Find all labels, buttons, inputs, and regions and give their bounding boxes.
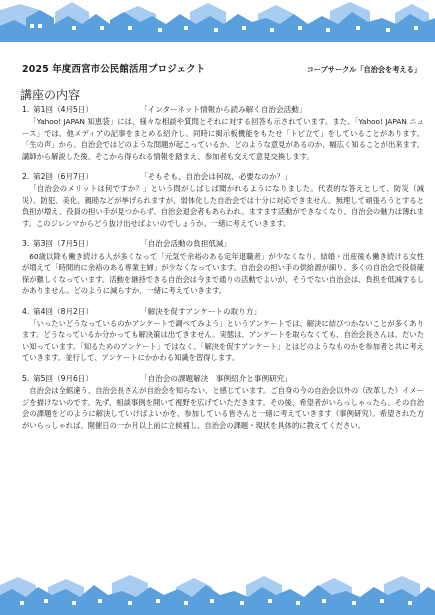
- lecture-description: 「自治会のメリットは何ですか？」という問がしばしば聞かれるようになりました。代表的な答えとして、防災（減災）、防犯、美化、親睦などが挙げられますが、弱体化した自治会では十分に対応できません。無理して頑張ろうとすると負担が増え、役員の担い手が見つからず、自治会退会者もあらわれ、ますます活動ができなくなり、自治会の魅力は薄れます。このジレンマからどう抜け出せばよいのでしょうか。一緒に考えていきます。: [22, 184, 424, 228]
- bottom-town-banner: [0, 573, 435, 615]
- lecture-number: 3.: [22, 239, 30, 249]
- section-title: 講座の内容: [20, 88, 81, 102]
- lecture-date: 第2回（6月7日）: [33, 172, 94, 182]
- lecture-date: 第5回（9月6日）: [33, 373, 94, 383]
- lecture-title: 「自治会活動の負担低減」: [140, 239, 232, 249]
- lecture-date: 第3回（7月5日）: [33, 239, 94, 249]
- lecture-heading: [22, 171, 424, 183]
- lecture-item: [22, 373, 424, 431]
- top-town-banner: [0, 0, 435, 42]
- lecture-date: 第1回（4月5日）: [33, 105, 94, 114]
- lecture-title: 「インターネット情報から読み解く自治会活動」: [140, 105, 307, 114]
- lecture-number: 4.: [22, 306, 30, 316]
- lecture-number: 1.: [22, 105, 30, 114]
- lecture-list: [22, 104, 424, 440]
- lecture-description: 60歳以降も働き続ける人が多くなって「元気で余裕のある定年退職者」が少なくなり、結婚・出産後も働き続ける女性が増えて「時間的に余裕のある専業主婦」が少なくなっています。自治会の担い手の供給源が細り、多くの自治会で役員確保が難しくなっています。活動を継持できる自治会は今まで通りの活動でよいが、そうでない自治会は、負担を低減するしかありません。どのように減らすか、一緒に考えていきます。: [22, 251, 424, 296]
- lecture-item: [22, 104, 424, 162]
- lecture-description: 「Yahoo! JAPAN 知恵袋」には、様々な相談や質問とそれに対する回答も示されています。また、「Yahoo! JAPAN ニュース」では、他メディアの記事をまとめる紹介し、同時に掲示板機能をもたせ「トピ立て」をしていることがあります。「生の声」から、自治会ではどのような問題が起こっているか、どのような意見があるのか、幅広く知ることが出来ます。講師から解説した後、そこから得られる情報を踏まえ、参加者も交えて意見交換します。: [22, 117, 424, 161]
- lecture-heading: [22, 104, 424, 116]
- document-header: [22, 61, 421, 75]
- lecture-heading: [22, 306, 424, 318]
- lecture-heading: [22, 373, 424, 385]
- lecture-title: 「解決を促すアンケートの取り方」: [140, 306, 262, 316]
- lecture-number: 5.: [22, 373, 30, 383]
- lecture-number: 2.: [22, 172, 30, 182]
- lecture-heading: [22, 238, 424, 250]
- lecture-item: [22, 171, 424, 229]
- lecture-item: [22, 306, 424, 364]
- project-title: 2025 年度西宮市公民館活用プロジェクト: [22, 64, 206, 75]
- lecture-date: 第4回（8月2日）: [33, 306, 94, 316]
- lecture-title: 「自治会の課題解決 事例紹介と事例研究」: [140, 373, 292, 383]
- lecture-item: [22, 238, 424, 296]
- organizer-name: コープサークル「自治会を考える」: [306, 65, 421, 74]
- lecture-description: 「いったいどうなっているのかアンケートで調べてみよう」というアンケートでは、解決に結びつかないことが多くあります。どうなっているか分かっても解決策は出てきません。実態は、アンケートを取らなくても、自治会長さんは、だいたい知っています。「知るためのアンケート」ではなく、「解決を促すアンケート」とはどのようなものかを参加者と共に考えていきます。並行して、アンケートにかかわる知識を習得します。: [22, 318, 424, 363]
- lecture-title: 「そもそも、自治会は何故、必要なのか？」: [140, 172, 292, 182]
- lecture-description: 自治会は全館違う、自治会長さんが自治会を知らない、と感じています。ご自身の今の自治会以外の（改革した）イメージを描けないのです。先ず、相談事例を開いて視野を広げていただきます。その後、希望者がいらっしゃったら、その自治会の課題をどのように解決していけばよいかを、参加している皆さんと一緒に考えていきます（事例研究）。希望された方がいらっしゃれば、開催日の一か月以上前に立候補し、自治会の課題・現状を具体的に教えてください。: [22, 386, 424, 430]
